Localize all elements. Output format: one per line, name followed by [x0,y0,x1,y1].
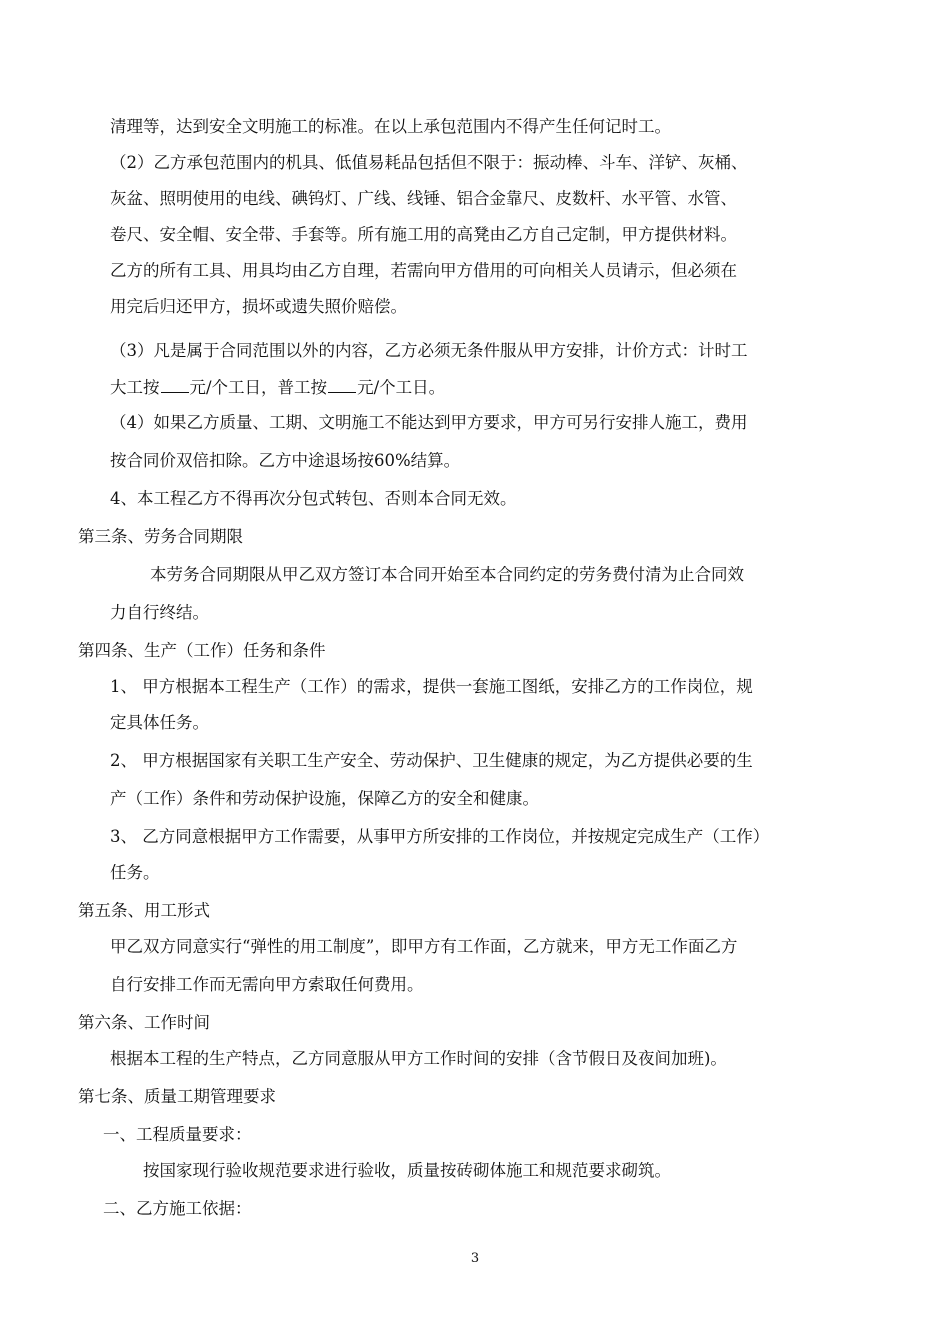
text-line: 任务。 [110,863,160,882]
text-line: 按国家现行验收规范要求进行验收，质量按砖砌体施工和规范要求砌筑。 [143,1161,671,1180]
text-line: 灰盆、照明使用的电线、碘钨灯、广线、线锤、铝合金靠尺、皮数杆、水平管、水管、 [110,189,737,208]
wage-line [110,376,950,399]
text-line: （4）如果乙方质量、工期、文明施工不能达到甲方要求，甲方可另行安排人施工，费用 [110,413,748,432]
text-line: 2、 甲方根据国家有关职工生产安全、劳动保护、卫生健康的规定，为乙方提供必要的生 [110,751,753,770]
text-line: （3）凡是属于合同范围以外的内容，乙方必须无条件服从甲方安排，计价方式：计时工 [110,341,748,360]
text-line: 产（工作）条件和劳动保护设施，保障乙方的安全和健康。 [110,789,539,808]
text-line: 本劳务合同期限从甲乙双方签订本合同开始至本合同约定的劳务费付清为止合同效 [150,565,744,584]
wage-text-3: 元/个工日。 [357,378,446,397]
text-line: 力自行终结。 [110,603,209,622]
text-line: 3、 乙方同意根据甲方工作需要，从事甲方所安排的工作岗位，并按规定完成生产（工作） [110,827,770,846]
text-line: 甲乙双方同意实行“弹性的用工制度”，即甲方有工作面，乙方就来，甲方无工作面乙方 [110,937,738,956]
text-line: 用完后归还甲方，损坏或遗失照价赔偿。 [110,297,407,316]
subsection-heading: 一、工程质量要求： [103,1125,252,1144]
text-line: 1、 甲方根据本工程生产（工作）的需求，提供一套施工图纸，安排乙方的工作岗位，规 [110,677,753,696]
text-line: 根据本工程的生产特点，乙方同意服从甲方工作时间的安排（含节假日及夜间加班)。 [110,1049,727,1068]
text-line: 自行安排工作而无需向甲方索取任何费用。 [110,975,424,994]
text-line: 乙方的所有工具、用具均由乙方自理，若需向甲方借用的可向相关人员请示，但必须在 [110,261,737,280]
page-number: 3 [470,1251,480,1266]
text-line: 卷尺、安全帽、安全带、手套等。所有施工用的高凳由乙方自己定制，甲方提供材料。 [110,225,737,244]
section-heading: 第六条、工作时间 [78,1013,210,1032]
section-heading: 第三条、劳务合同期限 [78,527,243,546]
text-line: 4、本工程乙方不得再次分包式转包、否则本合同无效。 [110,489,517,508]
subsection-heading: 二、乙方施工依据： [103,1199,252,1218]
section-heading: 第四条、生产（工作）任务和条件 [78,641,326,660]
wage-text-1: 大工按 [110,378,160,397]
text-line: 定具体任务。 [110,713,209,732]
section-heading: 第五条、用工形式 [78,901,210,920]
fill-in-blank [328,376,356,393]
text-line: （2）乙方承包范围内的机具、低值易耗品包括但不限于：振动棒、斗车、洋铲、灰桶、 [110,153,748,172]
text-line: 清理等，达到安全文明施工的标准。在以上承包范围内不得产生任何记时工。 [110,117,671,136]
section-heading: 第七条、质量工期管理要求 [78,1087,276,1106]
wage-text-2: 元/个工日，普工按 [189,378,328,397]
fill-in-blank [161,376,189,393]
text-line: 按合同价双倍扣除。乙方中途退场按60%结算。 [110,451,461,470]
